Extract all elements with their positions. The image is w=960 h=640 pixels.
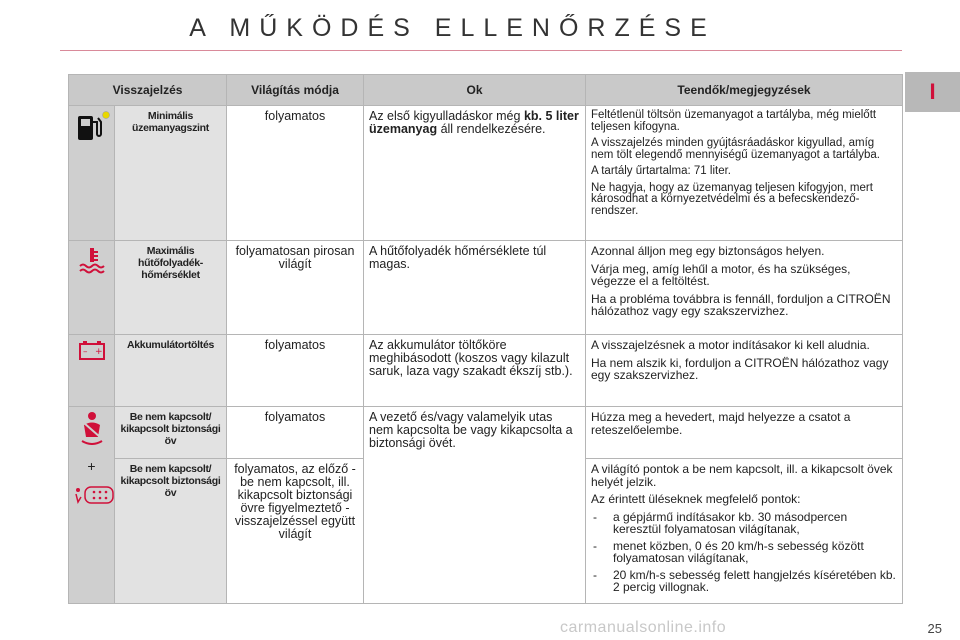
- indicator-name: Maximális hűtőfolyadék-hőmérséklet: [115, 241, 227, 335]
- lighting-mode: folyamatos, az előző - be nem kapcsolt, ill. kikapcsolt biztonsági övre figyelmeztető - visszajelzéssel együtt világít: [227, 459, 364, 604]
- column-header-notes: Teendők/megjegyzések: [586, 75, 903, 106]
- page-number: 25: [927, 621, 942, 636]
- table-row-fuel: [69, 106, 903, 241]
- cause-text: Az első kigyulladáskor még kb. 5 liter üzemanyag áll rendelkezésére.: [364, 106, 586, 241]
- list-item: - menet közben, 0 és 20 km/h-s sebesség között folyamatosan világítanak,: [591, 540, 897, 565]
- indicator-name: Akkumulátortöltés: [115, 335, 227, 407]
- list-item: - 20 km/h-s sebesség felett hangjelzés kíséretében kb. 2 percig villognak.: [591, 569, 897, 594]
- title-divider: [60, 50, 902, 51]
- column-header-mode: Világítás módja: [227, 75, 364, 106]
- seatbelt-icon: [78, 434, 106, 448]
- indicator-icon-cell: [69, 106, 115, 241]
- coolant-temperature-icon: [77, 264, 107, 278]
- svg-text:–: –: [82, 347, 87, 357]
- indicator-icon-cell: [69, 407, 115, 604]
- fuel-reserve-highlight: kb. 5 liter üzemanyag: [369, 109, 579, 136]
- warning-lights-table: [68, 74, 903, 604]
- notes-cell: Húzza meg a hevedert, majd helyezze a csatot a reteszelőelembe.: [586, 407, 903, 459]
- indicator-icon-cell: [69, 335, 115, 407]
- table-header-row: [69, 75, 903, 106]
- table-row-coolant: [69, 241, 903, 335]
- page-title: A MŰKÖDÉS ELLENŐRZÉSE: [189, 14, 716, 42]
- notes-cell: Azonnal álljon meg egy biztonságos helyen. Várja meg, amíg lehűl a motor, és ha szükséges, végezze el a feltöltést. Ha a probléma továbbra is fennáll, forduljon a CITROËN hálózathoz vagy egy szakszervizhez.: [586, 241, 903, 335]
- fuel-pump-icon: [74, 133, 110, 147]
- lighting-mode: folyamatos: [227, 407, 364, 459]
- list-item: - a gépjármű indításakor kb. 30 másodpercen keresztül folyamatosan világítanak,: [591, 511, 897, 536]
- svg-text:+: +: [94, 347, 103, 357]
- seatbelt-display-icon: [74, 495, 116, 509]
- notes-cell: A visszajelzésnek a motor indításakor ki kell aludnia. Ha nem alszik ki, forduljon a CITROËN hálózathoz vagy egy szakszervizhez.: [586, 335, 903, 407]
- plus-sign: +: [87, 458, 96, 474]
- cause-text: A hűtőfolyadék hőmérséklete túl magas.: [364, 241, 586, 335]
- cause-text: Az akkumulátor töltőköre meghibásodott (koszos vagy kilazult saruk, laza vagy szakadt ékszíj stb.).: [364, 335, 586, 407]
- table-row-battery: [69, 335, 903, 407]
- notes-cell: Feltétlenül töltsön üzemanyagot a tartályba, még mielőtt teljesen kifogyna. A visszajelzés minden gyújtásráadáskor kigyullad, amíg nem tölt elegendő mennyiségű üzemanyagot a tartályba. A tartály űrtartalma: 71 liter. Ne hagyja, hogy az üzemanyag teljesen kifogyjon, mert károsodhat a környezetvédelmi és a befecskendező-rendszer.: [586, 106, 903, 241]
- battery-icon: [77, 347, 107, 364]
- watermark: carmanualsonline.info: [560, 619, 727, 636]
- indicator-icon-cell: [69, 241, 115, 335]
- table-row-seatbelt: [69, 407, 903, 459]
- cause-text: A vezető és/vagy valamelyik utas nem kapcsolta be vagy kikapcsolta a biztonsági övét.: [364, 407, 586, 604]
- lighting-mode: folyamatos: [227, 335, 364, 407]
- lighting-mode: folyamatosan pirosan világít: [227, 241, 364, 335]
- column-header-indicator: Visszajelzés: [69, 75, 227, 106]
- indicator-name: Be nem kapcsolt/ kikapcsolt biztonsági öv: [115, 459, 227, 604]
- notes-list: [591, 511, 897, 594]
- indicator-name: Be nem kapcsolt/ kikapcsolt biztonsági öv: [115, 407, 227, 459]
- lighting-mode: folyamatos: [227, 106, 364, 241]
- chapter-tab[interactable]: I: [905, 72, 960, 112]
- notes-cell: A világító pontok a be nem kapcsolt, ill. a kikapcsolt övek helyét jelzik. Az érintett üléseknek megfelelő pontok: - a gépjármű indításakor kb. 30 másodpercen keresztül folyamatosan világítanak, - menet közben, 0 és 20 km/h-s sebesség között folyamatosan világítanak, - 20 km/h-s sebesség felett hangjelzés kíséretében kb. 2 percig villognak.: [586, 459, 903, 604]
- indicator-name: Minimális üzemanyagszint: [115, 106, 227, 241]
- column-header-cause: Ok: [364, 75, 586, 106]
